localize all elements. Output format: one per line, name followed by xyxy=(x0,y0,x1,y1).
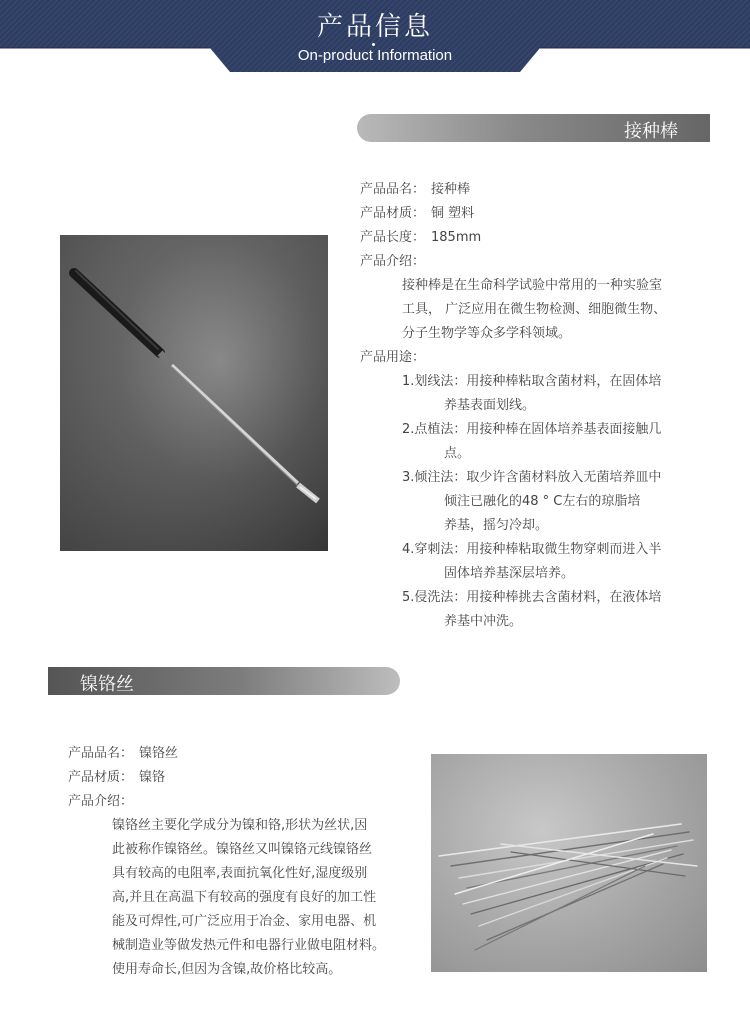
field-label: 产品品名： xyxy=(360,182,426,197)
use-line: 2.点植法：用接种棒在固体培养基表面接触几 xyxy=(402,422,662,437)
section-header-nichrome-wire xyxy=(48,667,400,695)
page-title: 产品信息 xyxy=(316,12,433,42)
use-item xyxy=(402,466,710,538)
banner-dot xyxy=(372,43,375,46)
intro-paragraph xyxy=(68,814,418,982)
section-title: 接种棒 xyxy=(624,121,678,142)
intro-line: 械制造业等做发热元件和电器行业做电阻材料。 xyxy=(112,938,386,953)
nichrome-wire-illustration xyxy=(431,754,707,972)
intro-label: 产品介绍： xyxy=(68,794,134,809)
use-item xyxy=(402,418,710,466)
field-value: 镍铬丝 xyxy=(139,746,179,761)
use-line: 固体培养基深层培养。 xyxy=(444,566,575,581)
use-line: 倾注已融化的48 ° C左右的琼脂培 xyxy=(444,494,641,509)
use-item xyxy=(402,538,710,586)
use-line: 点。 xyxy=(444,446,471,461)
product-photo-nichrome-wire xyxy=(431,754,707,972)
field-value: 镍铬 xyxy=(139,770,166,785)
field-label: 产品材质： xyxy=(68,770,134,785)
field-value: 接种棒 xyxy=(431,182,471,197)
use-item xyxy=(402,370,710,418)
header-banner xyxy=(0,0,750,78)
intro-line: 工具， 广泛应用在微生物检测、细胞微生物、 xyxy=(402,302,667,317)
use-line: 5.侵洗法：用接种棒挑去含菌材料，在液体培 xyxy=(402,590,662,605)
intro-line: 此被称作镍铬丝。镍铬丝又叫镍铬元线镍铬丝 xyxy=(112,842,373,857)
section-title: 镍铬丝 xyxy=(80,674,134,695)
intro-line: 分子生物学等众多学科领域。 xyxy=(402,326,572,341)
use-item xyxy=(402,586,710,634)
intro-line: 镍铬丝主要化学成分为镍和铬,形状为丝状,因 xyxy=(112,818,368,833)
intro-paragraph xyxy=(360,274,710,346)
use-line: 养基，摇匀冷却。 xyxy=(444,518,549,533)
intro-line: 使用寿命长,但因为含镍,故价格比较高。 xyxy=(112,962,342,977)
page-subtitle: On-product Information xyxy=(297,47,453,64)
intro-line: 高,并且在高温下有较高的强度有良好的加工性 xyxy=(112,890,377,905)
field-label: 产品品名： xyxy=(68,746,134,761)
uses-list xyxy=(360,370,710,634)
field-row xyxy=(360,202,710,226)
field-label: 产品材质： xyxy=(360,206,426,221)
product-info-nichrome-wire xyxy=(68,742,418,982)
field-row xyxy=(360,178,710,202)
use-line: 养基表面划线。 xyxy=(444,398,536,413)
field-row xyxy=(360,226,710,250)
use-line: 3.倾注法：取少许含菌材料放入无菌培养皿中 xyxy=(402,470,662,485)
inoculating-loop-illustration xyxy=(60,235,328,551)
field-row xyxy=(68,766,418,790)
field-row xyxy=(68,742,418,766)
field-value: 铜 塑料 xyxy=(431,206,475,221)
use-line: 4.穿刺法：用接种棒粘取微生物穿刺而进入半 xyxy=(402,542,662,557)
intro-line: 能及可焊性,可广泛应用于冶金、家用电器、机 xyxy=(112,914,377,929)
intro-line: 具有较高的电阻率,表面抗氧化性好,湿度级别 xyxy=(112,866,368,881)
product-info-inoculating-loop xyxy=(360,178,710,634)
product-photo-inoculating-loop xyxy=(60,235,328,551)
field-value: 185mm xyxy=(431,230,482,245)
intro-label: 产品介绍： xyxy=(360,254,426,269)
use-line: 养基中冲洗。 xyxy=(444,614,523,629)
uses-label: 产品用途： xyxy=(360,350,426,365)
intro-line: 接种棒是在生命科学试验中常用的一种实验室 xyxy=(402,278,663,293)
field-label: 产品长度： xyxy=(360,230,426,245)
section-header-inoculating-loop xyxy=(357,114,710,142)
use-line: 1.划线法：用接种棒粘取含菌材料，在固体培 xyxy=(402,374,662,389)
